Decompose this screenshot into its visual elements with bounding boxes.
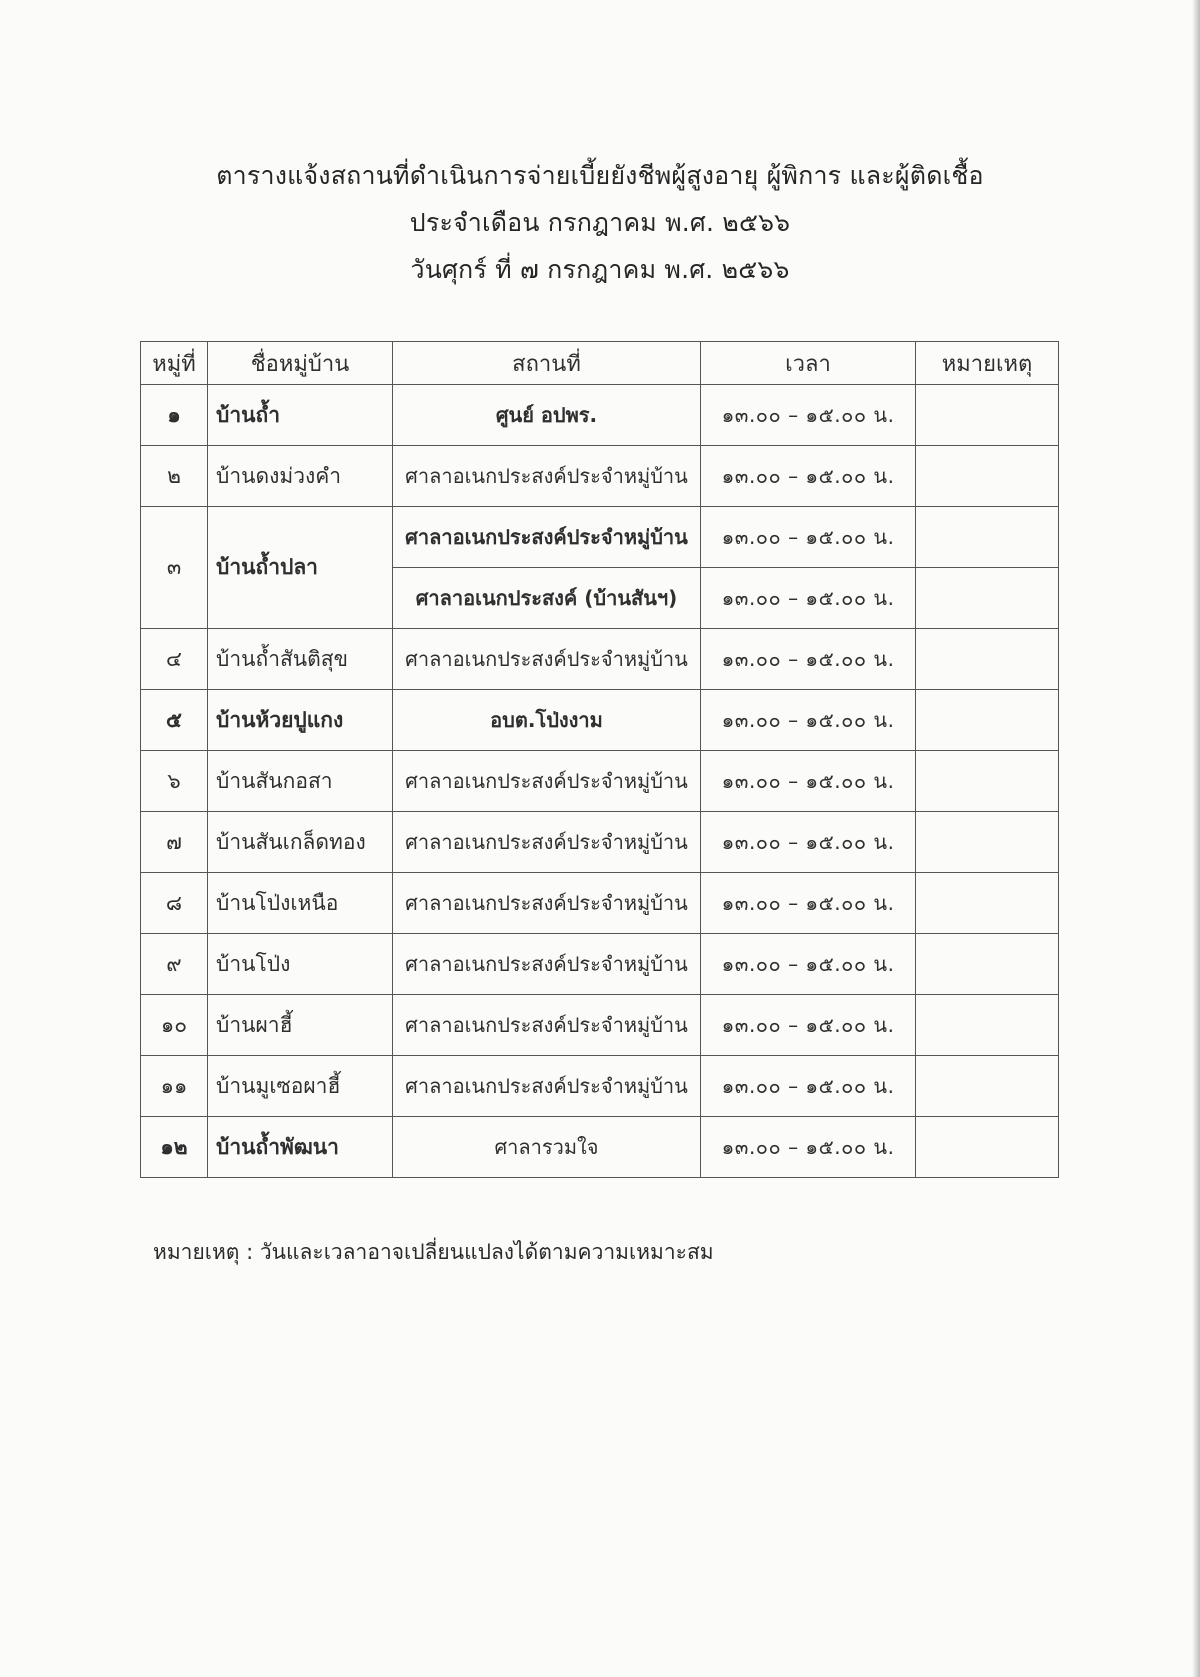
row-time: ๑๓.๐๐ – ๑๕.๐๐ น.	[701, 568, 916, 629]
row-place: ศาลาอเนกประสงค์ประจำหมู่บ้าน	[393, 751, 701, 812]
row-place: ศาลาอเนกประสงค์ประจำหมู่บ้าน	[393, 629, 701, 690]
row-no: ๗	[141, 812, 208, 873]
row-note	[916, 507, 1059, 568]
row-note	[916, 995, 1059, 1056]
footnote: หมายเหตุ : วันและเวลาอาจเปลี่ยนแปลงได้ตามความเหมาะสม	[153, 1240, 714, 1264]
table-row	[141, 629, 1059, 690]
row-place: ศาลาอเนกประสงค์ประจำหมู่บ้าน	[393, 1056, 701, 1117]
row-village: บ้านสันกอสา	[208, 751, 393, 812]
row-time: ๑๓.๐๐ – ๑๕.๐๐ น.	[701, 690, 916, 751]
row-place: ศาลาอเนกประสงค์ประจำหมู่บ้าน	[393, 873, 701, 934]
row-village: บ้านถ้ำสันติสุข	[208, 629, 393, 690]
row-place: ศูนย์ อปพร.	[393, 385, 701, 446]
row-time: ๑๓.๐๐ – ๑๕.๐๐ น.	[701, 995, 916, 1056]
row-place: ศาลาอเนกประสงค์ประจำหมู่บ้าน	[393, 507, 701, 568]
row-note	[916, 934, 1059, 995]
row-note	[916, 812, 1059, 873]
row-no: ๑	[141, 385, 208, 446]
title-line-3: วันศุกร์ ที่ ๗ กรกฎาคม พ.ศ. ๒๕๖๖	[410, 255, 790, 284]
scan-edge-shadow	[1192, 0, 1200, 1677]
table-row	[141, 812, 1059, 873]
row-village: บ้านถ้ำ	[208, 385, 393, 446]
row-note	[916, 751, 1059, 812]
table-row	[141, 1056, 1059, 1117]
row-place: ศาลาอเนกประสงค์ประจำหมู่บ้าน	[393, 446, 701, 507]
row-no: ๓	[141, 507, 208, 629]
row-no: ๖	[141, 751, 208, 812]
title-line-1: ตารางแจ้งสถานที่ดำเนินการจ่ายเบี้ยยังชีพผู้สูงอายุ ผู้พิการ และผู้ติดเชื้อ	[216, 161, 984, 190]
row-village: บ้านสันเกล็ดทอง	[208, 812, 393, 873]
header-time: เวลา	[701, 342, 916, 385]
row-note	[916, 568, 1059, 629]
row-no: ๕	[141, 690, 208, 751]
table-row	[141, 873, 1059, 934]
row-place: อบต.โป่งงาม	[393, 690, 701, 751]
row-note	[916, 629, 1059, 690]
row-time: ๑๓.๐๐ – ๑๕.๐๐ น.	[701, 1056, 916, 1117]
row-note	[916, 385, 1059, 446]
row-time: ๑๓.๐๐ – ๑๕.๐๐ น.	[701, 446, 916, 507]
document-title	[0, 152, 1200, 293]
row-village: บ้านมูเซอผาฮี้	[208, 1056, 393, 1117]
row-village: บ้านดงม่วงคำ	[208, 446, 393, 507]
row-village: บ้านผาฮี้	[208, 995, 393, 1056]
row-time: ๑๓.๐๐ – ๑๕.๐๐ น.	[701, 629, 916, 690]
row-time: ๑๓.๐๐ – ๑๕.๐๐ น.	[701, 1117, 916, 1178]
row-no: ๑๑	[141, 1056, 208, 1117]
row-time: ๑๓.๐๐ – ๑๕.๐๐ น.	[701, 751, 916, 812]
table-row	[141, 995, 1059, 1056]
header-note: หมายเหตุ	[916, 342, 1059, 385]
table-row	[141, 1117, 1059, 1178]
row-village: บ้านถ้ำปลา	[208, 507, 393, 629]
table-row	[141, 507, 1059, 568]
header-village: ชื่อหมู่บ้าน	[208, 342, 393, 385]
row-note	[916, 1056, 1059, 1117]
table-row	[141, 934, 1059, 995]
table-row	[141, 690, 1059, 751]
row-place: ศาลารวมใจ	[393, 1117, 701, 1178]
row-no: ๔	[141, 629, 208, 690]
row-note	[916, 1117, 1059, 1178]
row-time: ๑๓.๐๐ – ๑๕.๐๐ น.	[701, 873, 916, 934]
header-place: สถานที่	[393, 342, 701, 385]
row-no: ๙	[141, 934, 208, 995]
table-row	[141, 751, 1059, 812]
row-no: ๒	[141, 446, 208, 507]
row-no: ๘	[141, 873, 208, 934]
row-time: ๑๓.๐๐ – ๑๕.๐๐ น.	[701, 934, 916, 995]
table-row	[141, 446, 1059, 507]
row-place: ศาลาอเนกประสงค์ประจำหมู่บ้าน	[393, 934, 701, 995]
table-row	[141, 385, 1059, 446]
row-time: ๑๓.๐๐ – ๑๕.๐๐ น.	[701, 385, 916, 446]
title-line-2: ประจำเดือน กรกฎาคม พ.ศ. ๒๕๖๖	[409, 208, 791, 237]
row-note	[916, 873, 1059, 934]
row-time: ๑๓.๐๐ – ๑๕.๐๐ น.	[701, 812, 916, 873]
row-village: บ้านโป่งเหนือ	[208, 873, 393, 934]
row-village: บ้านห้วยปูแกง	[208, 690, 393, 751]
row-note	[916, 446, 1059, 507]
row-place: ศาลาอเนกประสงค์ประจำหมู่บ้าน	[393, 812, 701, 873]
row-no: ๑๐	[141, 995, 208, 1056]
schedule-table	[140, 341, 1059, 1178]
row-no: ๑๒	[141, 1117, 208, 1178]
header-no: หมู่ที่	[141, 342, 208, 385]
row-time: ๑๓.๐๐ – ๑๕.๐๐ น.	[701, 507, 916, 568]
table-header-row	[141, 342, 1059, 385]
row-place: ศาลาอเนกประสงค์ประจำหมู่บ้าน	[393, 995, 701, 1056]
row-place: ศาลาอเนกประสงค์ (บ้านสันฯ)	[393, 568, 701, 629]
row-note	[916, 690, 1059, 751]
row-village: บ้านโป่ง	[208, 934, 393, 995]
row-village: บ้านถ้ำพัฒนา	[208, 1117, 393, 1178]
